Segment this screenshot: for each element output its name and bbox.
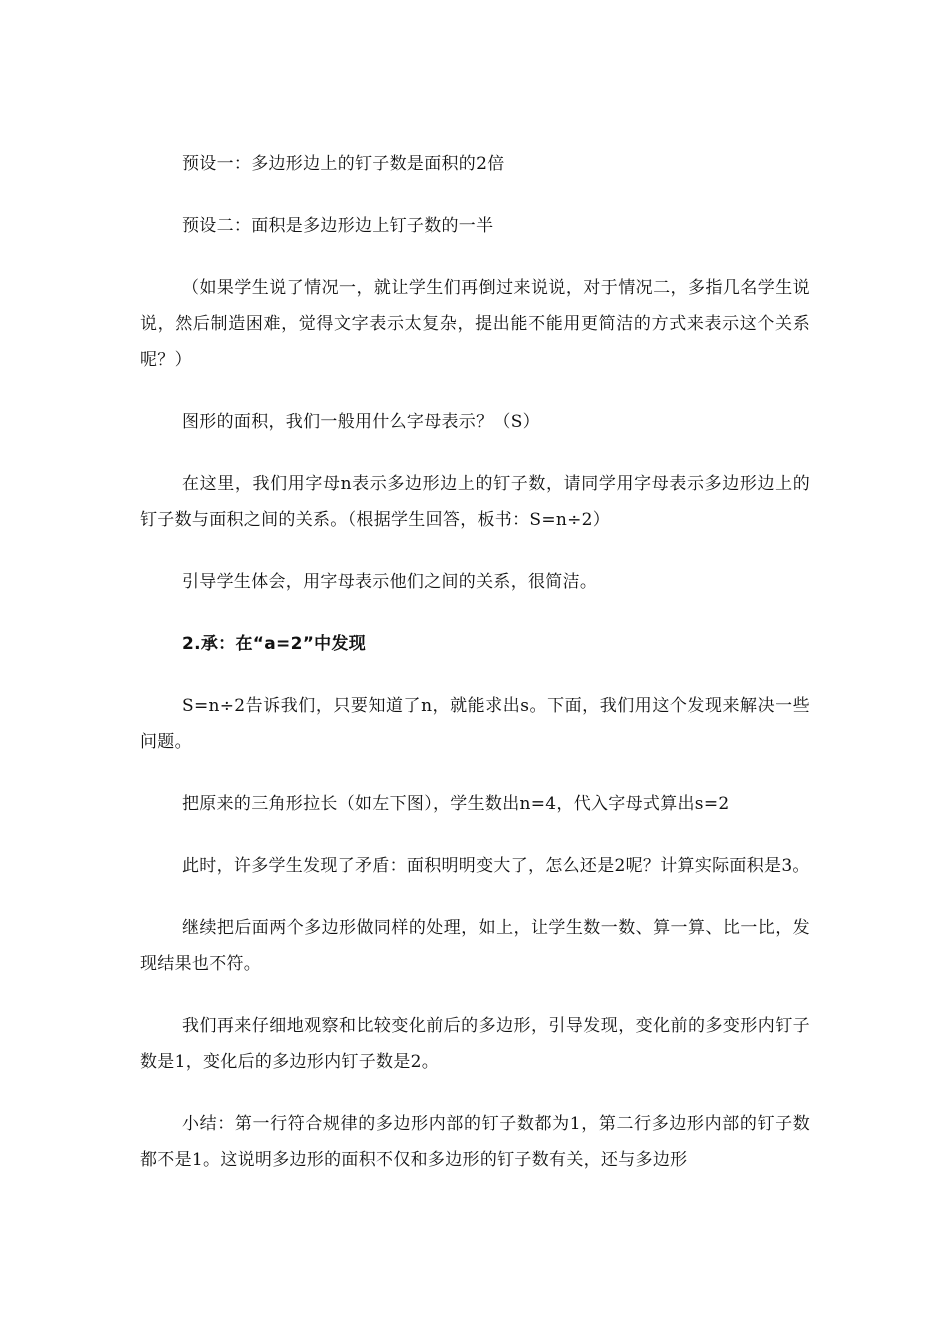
paragraph-letter-n-relation: 在这里，我们用字母n表示多边形边上的钉子数，请同学用字母表示多边形边上的钉子数与面积之间的关系。（根据学生回答，板书：S=n÷2） bbox=[140, 474, 810, 530]
paragraph-teacher-note: （如果学生说了情况一，就让学生们再倒过来说说，对于情况二，多指几名学生说说，然后制造困难，觉得文字表示太复杂，提出能不能用更简洁的方式来表示这个关系呢？） bbox=[140, 278, 810, 370]
paragraph-contradiction: 此时，许多学生发现了矛盾：面积明明变大了，怎么还是2呢？计算实际面积是3。 bbox=[182, 856, 810, 876]
paragraph-observe-compare: 我们再来仔细地观察和比较变化前后的多边形，引导发现，变化前的多变形内钉子数是1，变化后的多边形内钉子数是2。 bbox=[140, 1016, 810, 1072]
paragraph-guide-students: 引导学生体会，用字母表示他们之间的关系，很简洁。 bbox=[182, 572, 598, 592]
paragraph-continue-polygons: 继续把后面两个多边形做同样的处理，如上，让学生数一数、算一算、比一比，发现结果也不符。 bbox=[140, 918, 810, 974]
section-heading-cheng: 2.承：在“a=2”中发现 bbox=[182, 634, 367, 654]
paragraph-summary: 小结：第一行符合规律的多边形内部的钉子数都为1，第二行多边形内部的钉子数都不是1。这说明多边形的面积不仅和多边形的钉子数有关，还与多边形 bbox=[140, 1114, 810, 1170]
paragraph-formula-usage: S=n÷2告诉我们，只要知道了n，就能求出s。下面，我们用这个发现来解决一些问题。 bbox=[140, 696, 810, 752]
paragraph-hypothesis-one: 预设一：多边形边上的钉子数是面积的2倍 bbox=[182, 154, 505, 174]
paragraph-area-letter-question: 图形的面积，我们一般用什么字母表示？（S） bbox=[182, 412, 540, 432]
document-body bbox=[140, 146, 810, 1204]
paragraph-stretch-triangle: 把原来的三角形拉长（如左下图），学生数出n=4，代入字母式算出s=2 bbox=[182, 794, 730, 814]
paragraph-hypothesis-two: 预设二：面积是多边形边上钉子数的一半 bbox=[182, 216, 494, 236]
